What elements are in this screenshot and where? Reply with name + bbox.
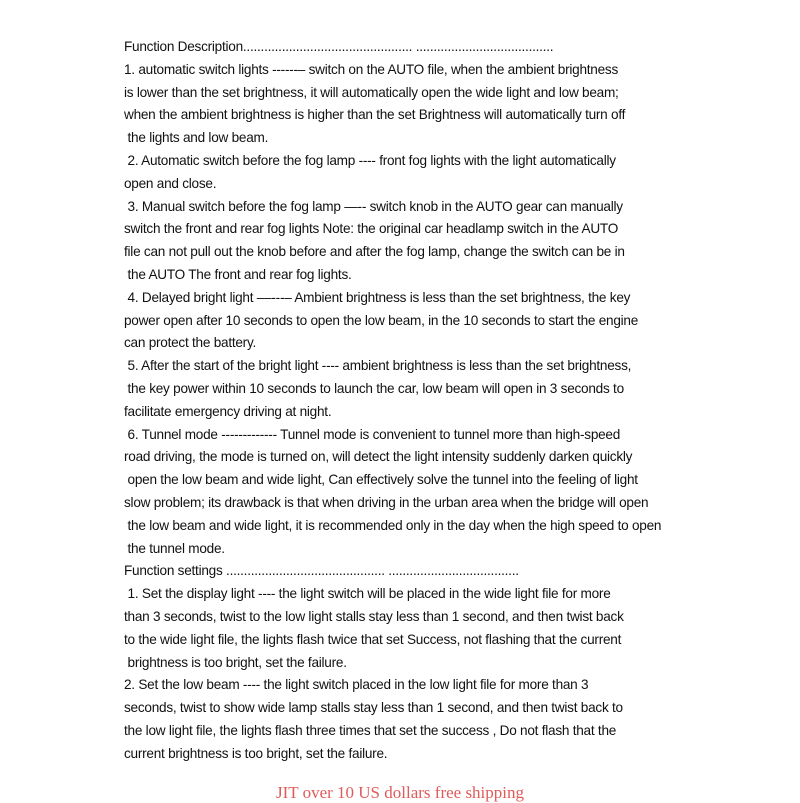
text-line: switch the front and rear fog lights Note: the original car headlamp switch in the AUTO (124, 221, 619, 237)
text-line: to the wide light file, the lights flash twice that set Success, not flashing that the current (124, 631, 622, 647)
text-line: the lights and low beam. (124, 130, 269, 146)
text-line: current brightness is too bright, set the failure. (124, 745, 388, 761)
text-line: facilitate emergency driving at night. (124, 403, 332, 419)
text-line: slow problem; its drawback is that when driving in the urban area when the bridge will open (124, 494, 649, 510)
text-line: brightness is too bright, set the failure. (124, 654, 347, 670)
text-line: is lower than the set brightness, it will automatically open the wide light and low beam; (124, 84, 619, 100)
text-line: the AUTO The front and rear fog lights. (124, 266, 352, 282)
text-line: 1. automatic switch lights ------– switch on the AUTO file, when the ambient brightness (124, 61, 619, 77)
text-line: power open after 10 seconds to open the low beam, in the 10 seconds to start the engine (124, 312, 639, 328)
text-line: 1. Set the display light ---- the light switch will be placed in the wide light file for more (124, 586, 611, 602)
text-line: 2. Automatic switch before the fog lamp ---- front fog lights with the light automatically (124, 152, 616, 168)
text-line: Function settings ............................................. ..................................... (124, 563, 519, 579)
function-description-text (124, 36, 724, 766)
text-line: open and close. (124, 175, 217, 191)
text-line: the key power within 10 seconds to launch the car, low beam will open in 3 seconds to (124, 380, 624, 396)
text-line: 3. Manual switch before the fog lamp —-- switch knob in the AUTO gear can manually (124, 198, 623, 214)
text-line: when the ambient brightness is higher than the set Brightness will automatically turn off (124, 107, 626, 123)
text-line: than 3 seconds, twist to the low light stalls stay less than 1 second, and then twist back (124, 608, 624, 624)
text-line: 6. Tunnel mode ------------- Tunnel mode is convenient to tunnel more than high-speed (124, 426, 621, 442)
text-line: 2. Set the low beam ---- the light switch placed in the low light file for more than 3 (124, 677, 589, 693)
text-line: the low beam and wide light, it is recommended only in the day when the high speed to open (124, 517, 662, 533)
text-line: can protect the battery. (124, 335, 257, 351)
free-shipping-banner: JIT over 10 US dollars free shipping (275, 783, 525, 802)
text-line: seconds, twist to show wide lamp stalls stay less than 1 second, and then twist back to (124, 700, 623, 716)
text-line: 5. After the start of the bright light ---- ambient brightness is less than the set brightness, (124, 358, 632, 374)
text-line: file can not pull out the knob before and after the fog lamp, change the switch can be in (124, 244, 625, 260)
text-line: the tunnel mode. (124, 540, 225, 556)
text-line: road driving, the mode is turned on, will detect the light intensity suddenly darken quickly (124, 449, 633, 465)
text-line: open the low beam and wide light, Can effectively solve the tunnel into the feeling of light (124, 472, 638, 488)
text-line: Function Description................................................ ....................................... (124, 39, 554, 54)
text-line: 4. Delayed bright light ––---– Ambient brightness is less than the set brightness, the key (124, 289, 631, 305)
text-line: the low light file, the lights flash three times that set the success , Do not flash that the (124, 722, 617, 738)
